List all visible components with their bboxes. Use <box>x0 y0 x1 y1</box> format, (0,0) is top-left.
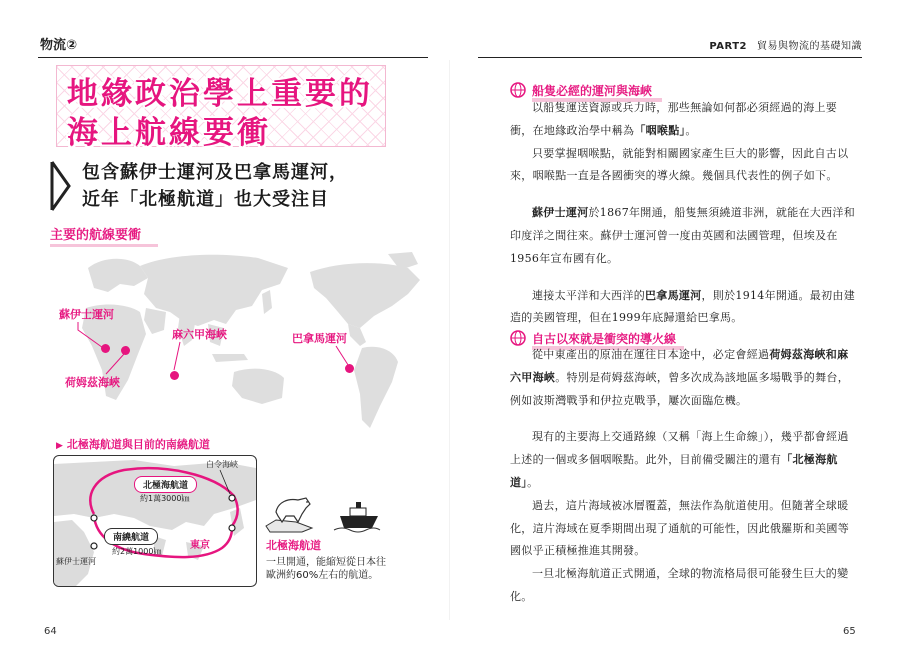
part-title: 貿易與物流的基礎知識 <box>757 41 862 52</box>
route-bering-label: 白令海峽 <box>206 460 238 469</box>
title-block <box>56 65 386 151</box>
section-1-title: 船隻必經的運河與海峽 <box>532 84 653 98</box>
globe-icon <box>510 82 526 98</box>
paragraph <box>510 285 858 331</box>
chevron-icon <box>49 160 73 212</box>
chapter-header: 物流② <box>40 38 78 53</box>
bold-term: 蘇伊士運河 <box>532 206 589 220</box>
text: 。 <box>685 123 697 137</box>
text: 。 <box>527 475 539 489</box>
nsr-note-text <box>266 556 386 582</box>
marker-panama <box>345 364 354 373</box>
route-nsr-distance: 約1萬3000㎞ <box>140 494 190 503</box>
text: 過去，這片海域被冰層覆蓋，無法作為航道使用。但隨著全球暖化，這片海域在夏季期間出現了通航的可能性，因此俄羅斯和美國等國似乎正積極推進其開發。 <box>510 498 849 558</box>
nsr-note-title: 北極海航道 <box>266 539 321 552</box>
bold-term: 「北極海航道」 <box>510 453 838 489</box>
polar-bear-ship-illustration <box>262 486 382 534</box>
triangle-icon: ▶ <box>56 441 63 451</box>
part-header <box>709 37 862 52</box>
title-line-1: 地緣政治學上重要的 <box>67 76 373 112</box>
paragraph <box>510 495 858 563</box>
section-2-title: 自古以來就是衝突的導火線 <box>532 332 677 346</box>
text: 從中東產出的原油在運往日本途中，必定會經過 <box>532 348 770 361</box>
map-heading: 主要的航線要衝 <box>50 228 142 243</box>
paragraph <box>510 97 858 143</box>
marker-malacca <box>170 371 179 380</box>
map-heading-underline <box>50 244 158 247</box>
bold-term: 荷姆茲海峽和麻六甲海峽 <box>510 348 849 384</box>
nsr-note-line-2: 歐洲約60%左右的航道。 <box>266 570 379 581</box>
part-label: PART2 <box>709 41 747 52</box>
title-line-2: 海上航線要衝 <box>67 115 271 151</box>
route-map-box <box>53 455 257 587</box>
section-1-body <box>510 97 858 330</box>
routes-heading-text: 北極海航道與目前的南繞航道 <box>66 438 210 451</box>
text: 一旦北極海航道正式開通，全球的物流格局很可能發生巨大的變化。 <box>510 567 849 603</box>
text: 於1867年開通，船隻無須繞道非洲，就能在大西洋和印度洋之間往來。蘇伊士運河曾一度由英國和法國管理，但埃及在1956年宣布國有化。 <box>510 206 855 265</box>
paragraph <box>510 202 858 270</box>
paragraph <box>510 143 858 189</box>
text: ，則於1914年開通。最初由建造的美國管理，但在1999年底歸還給巴拿馬。 <box>510 288 855 325</box>
page-number-left: 64 <box>44 626 57 637</box>
text: 以船隻運送資源或兵力時，那些無論如何都必須經過的海上要衝，在地緣政治學中稱為 <box>510 101 838 137</box>
text: 。特別是荷姆茲海峽，曾多次成為該地區多場戰爭的舞台，例如波斯灣戰爭和伊拉克戰爭，屢次面臨危機。 <box>510 370 850 407</box>
route-tokyo-label: 東京 <box>190 540 210 551</box>
label-suez: 蘇伊士運河 <box>59 308 114 321</box>
label-hormuz: 荷姆茲海峽 <box>65 376 120 389</box>
section-2-body <box>510 344 858 609</box>
header-rule-right <box>478 57 862 58</box>
label-panama: 巴拿馬運河 <box>292 332 347 345</box>
bold-term: 巴拿馬運河 <box>645 288 702 302</box>
text: 只要掌握咽喉點，就能對相關國家產生巨大的影響，因此自古以來，咽喉點一直是各國衝突的導火線。幾個具代表性的例子如下。 <box>510 146 849 183</box>
subtitle-line-1: 包含蘇伊士運河及巴拿馬運河， <box>82 162 348 183</box>
leader-panama <box>320 344 360 374</box>
route-suez-label: 蘇伊士運河 <box>56 557 96 566</box>
paragraph <box>510 563 858 609</box>
route-nsr-label: 北極海航道 <box>134 476 197 493</box>
route-south-label: 南繞航道 <box>104 528 158 545</box>
route-south-distance: 約2萬1000㎞ <box>112 547 162 556</box>
paragraph <box>510 344 858 412</box>
nsr-note-line-1: 一旦開通，能縮短從日本往 <box>266 557 386 568</box>
text: 現有的主要海上交通路線（又稱「海上生命線」），幾乎都會經過上述的一個或多個咽喉點。此外，目前備受關注的還有 <box>510 430 849 467</box>
subtitle <box>82 159 348 213</box>
label-malacca: 麻六甲海峽 <box>172 328 227 341</box>
leader-malacca <box>160 340 200 380</box>
routes-heading <box>56 436 210 452</box>
page-number-right: 65 <box>843 626 856 637</box>
header-rule-left <box>38 57 428 58</box>
subtitle-line-2: 近年「北極航道」也大受注目 <box>82 189 329 210</box>
paragraph <box>510 426 858 494</box>
text: 連接太平洋和大西洋的 <box>532 288 645 302</box>
bold-term: 「咽喉點」 <box>634 123 686 137</box>
page-gutter <box>449 60 450 620</box>
